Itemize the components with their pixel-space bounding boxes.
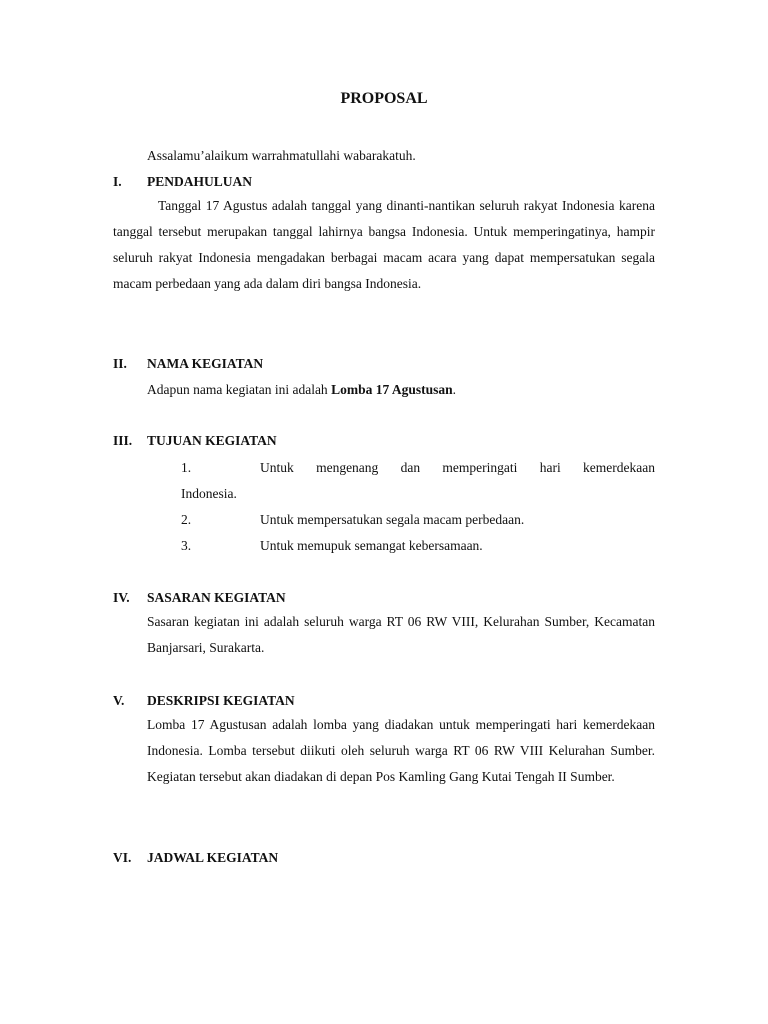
tujuan-item-number: 1. <box>181 460 192 475</box>
tujuan-item-text: Untuk mempersatukan segala macam perbedaan. <box>260 512 525 527</box>
deskripsi-paragraph: Lomba 17 Agustusan adalah lomba yang diadakan untuk memperingati hari kemerdekaan Indonesia. Lomba tersebut diikuti oleh seluruh warga RT 06 RW VIII Kelurahan Sumber. Kegiatan tersebut akan diadakan di depan Pos Kamling Gang Kutai Tengah II Sumber. <box>147 717 655 784</box>
greeting: Assalamu’alaikum warrahmatullahi wabarakatuh. <box>147 148 416 163</box>
section-number-2: II. <box>113 356 127 371</box>
nama-kegiatan-paragraph <box>147 382 456 398</box>
tujuan-item-continuation: Indonesia. <box>181 486 237 501</box>
section-heading-nama-kegiatan: NAMA KEGIATAN <box>147 356 264 371</box>
section-heading-deskripsi-kegiatan: DESKRIPSI KEGIATAN <box>147 693 295 708</box>
tujuan-item-text: Untuk memupuk semangat kebersamaan. <box>260 538 483 553</box>
tujuan-item-text: Untuk mengenang dan memperingati hari kemerdekaan <box>260 460 655 475</box>
section-number-4: IV. <box>113 590 130 605</box>
section-number-6: VI. <box>113 850 132 865</box>
section-number-5: V. <box>113 693 125 708</box>
section-number-1: I. <box>113 174 122 189</box>
tujuan-item-number: 3. <box>181 538 192 553</box>
tujuan-item-number: 2. <box>181 512 192 527</box>
section-heading-jadwal-kegiatan: JADWAL KEGIATAN <box>147 850 279 865</box>
section-number-3: III. <box>113 433 133 448</box>
pendahuluan-paragraph: Tanggal 17 Agustus adalah tanggal yang dinanti-nantikan seluruh rakyat Indonesia karena tanggal tersebut merupakan tanggal lahirnya bangsa Indonesia. Untuk memperingatinya, hampir seluruh rakyat Indonesia mengadakan berbagai macam acara yang dapat mempersatukan segala macam perbedaan yang ada dalam diri bangsa Indonesia. <box>113 198 655 291</box>
activity-name: Lomba 17 Agustusan <box>331 382 453 397</box>
document-title: PROPOSAL <box>340 90 428 107</box>
section-heading-sasaran-kegiatan: SASARAN KEGIATAN <box>147 590 286 605</box>
section-heading-pendahuluan: PENDAHULUAN <box>147 174 253 189</box>
sasaran-paragraph: Sasaran kegiatan ini adalah seluruh warga RT 06 RW VIII, Kelurahan Sumber, Kecamatan Banjarsari, Surakarta. <box>147 614 655 655</box>
nama-prefix: Adapun nama kegiatan ini adalah <box>147 382 332 397</box>
nama-suffix: . <box>452 382 456 397</box>
section-heading-tujuan-kegiatan: TUJUAN KEGIATAN <box>147 433 277 448</box>
